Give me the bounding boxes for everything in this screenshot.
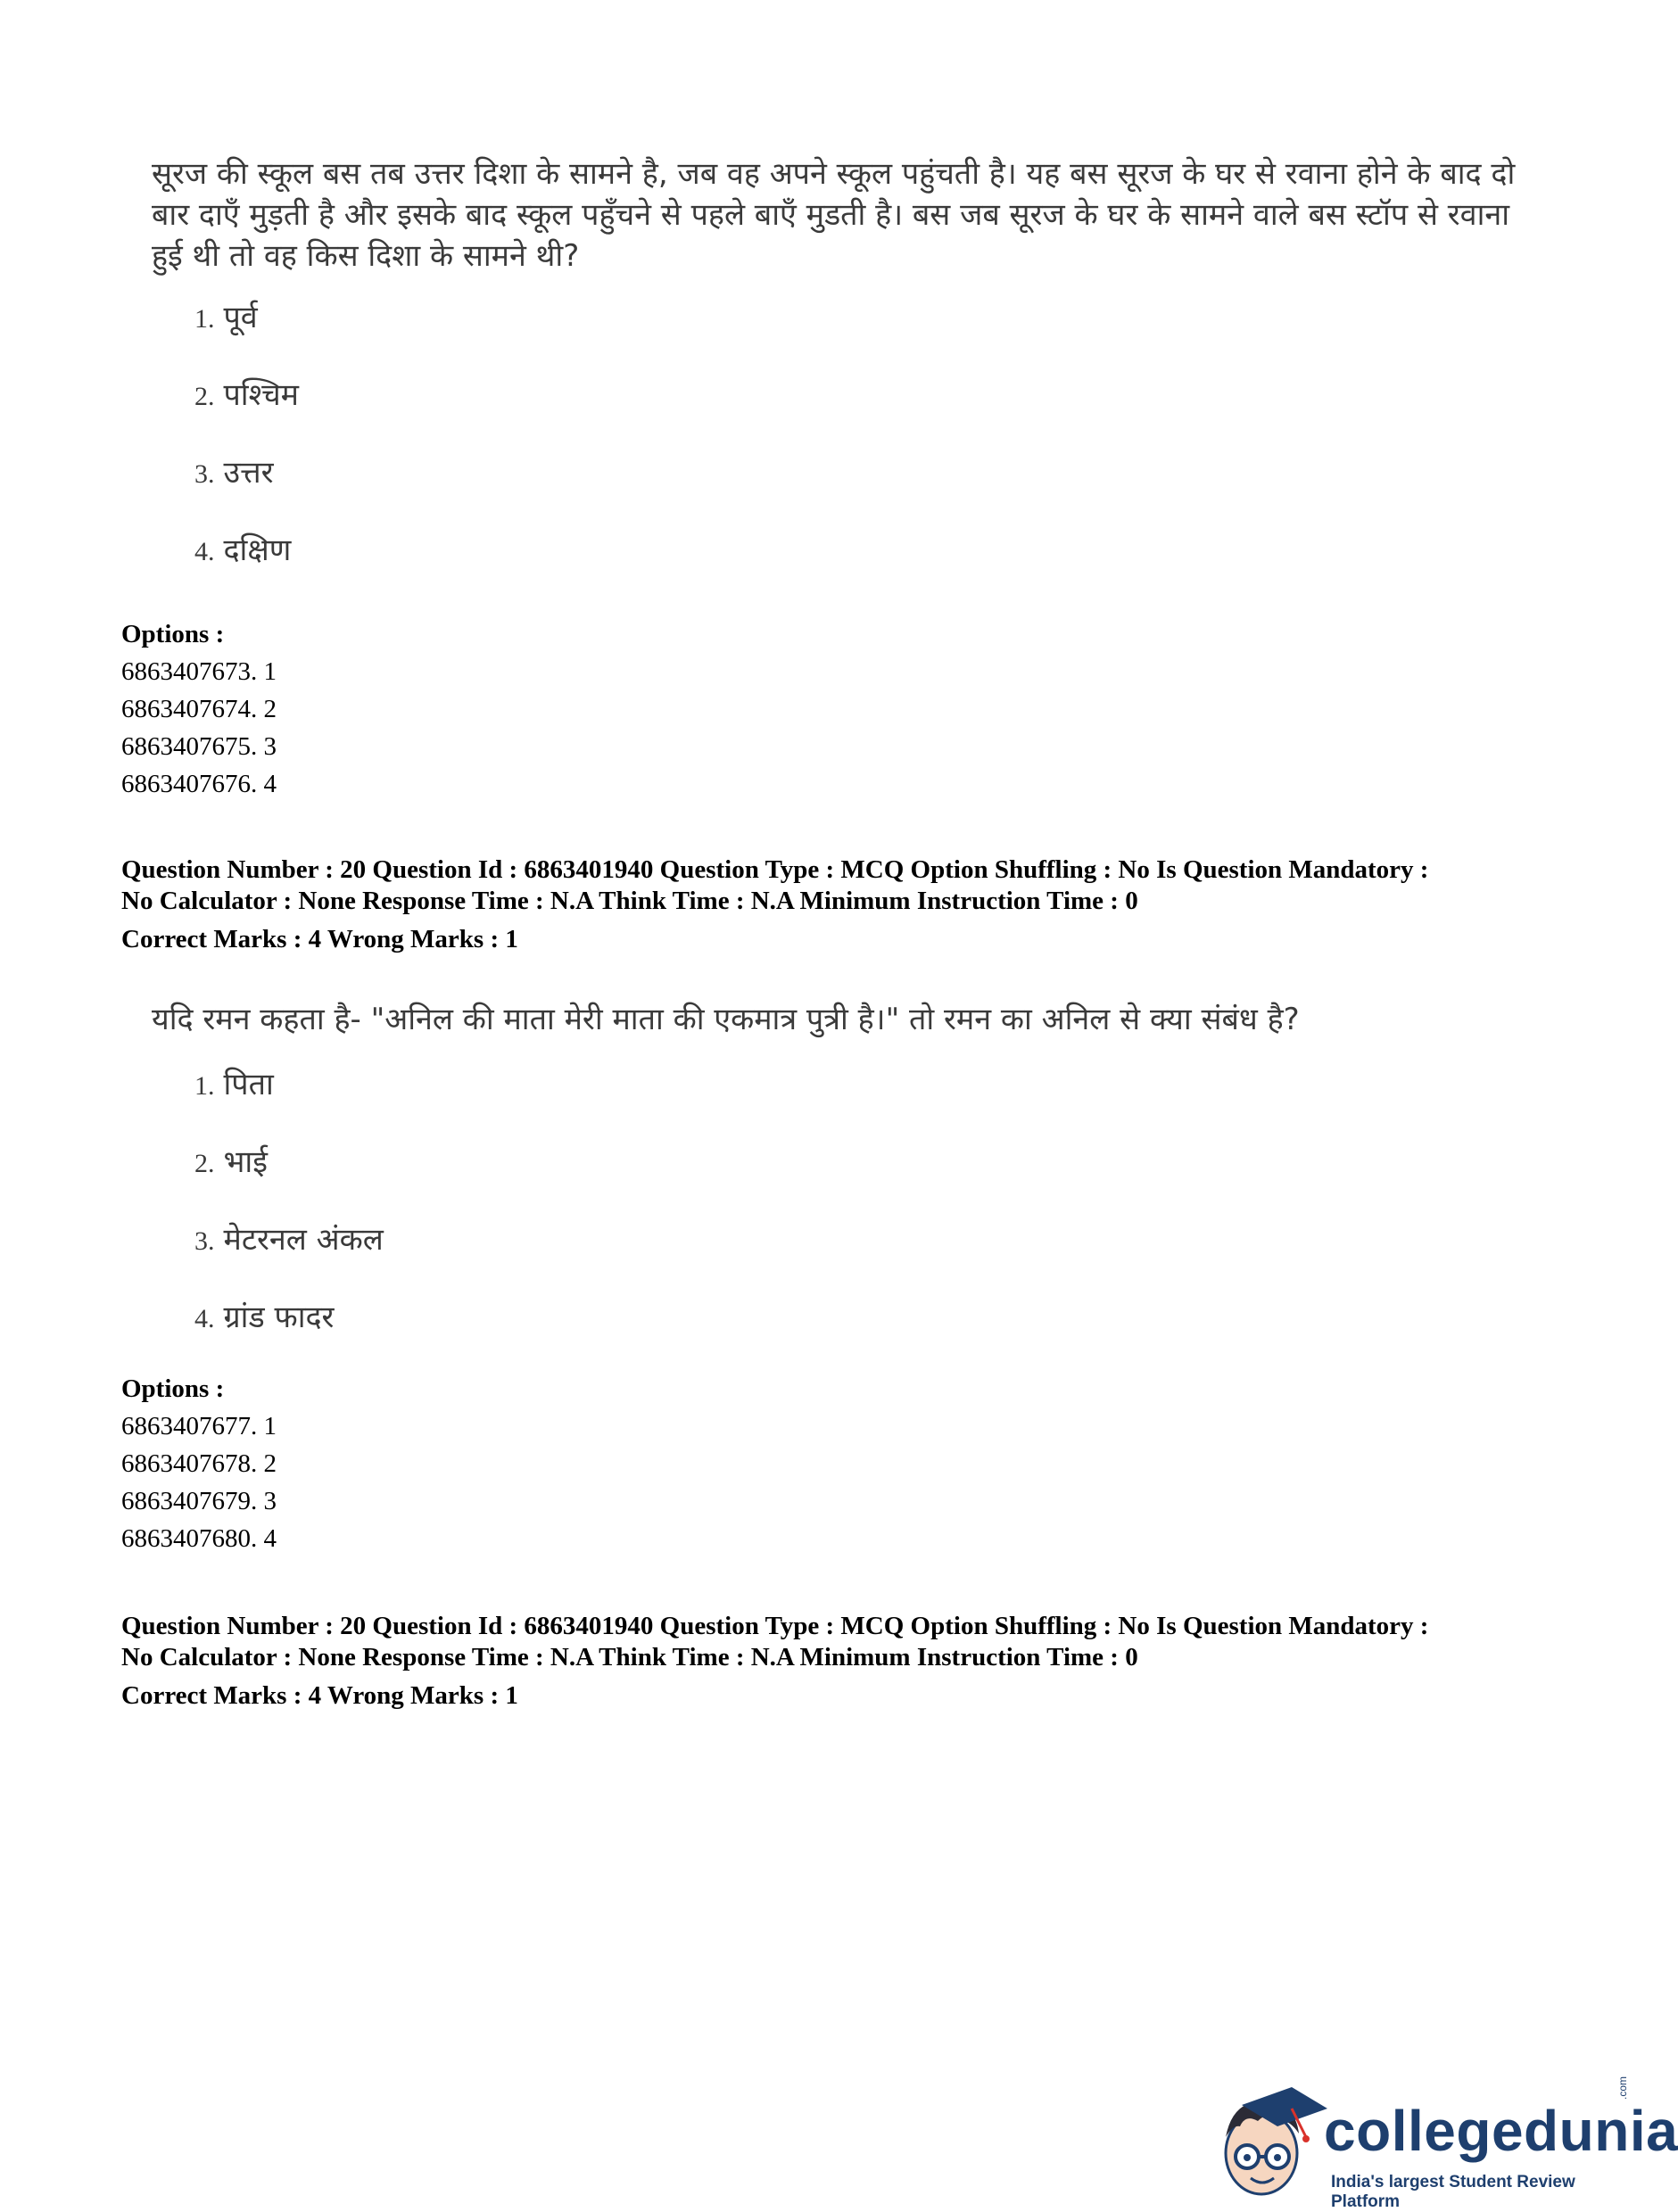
- choice-number: 3.: [194, 459, 215, 489]
- options-b: [121, 1370, 277, 1557]
- option-item: 6863407679. 3: [121, 1487, 277, 1515]
- question-a-choice-3: [194, 455, 1543, 492]
- question-meta-2: [121, 1611, 1549, 1712]
- question-b-choice-2: [194, 1144, 1543, 1182]
- option-item: 6863407673. 1: [121, 657, 277, 686]
- options-title: Options :: [121, 620, 225, 648]
- meta-line-2: No Calculator : None Response Time : N.A Think Time : N.A Minimum Instruction Time : 0: [121, 1643, 1138, 1671]
- choice-label: ग्रांड फादर: [223, 1300, 335, 1335]
- options-title: Options :: [121, 1374, 225, 1403]
- collegedunia-logo: [1206, 2076, 1678, 2211]
- choice-label: भाई: [223, 1144, 268, 1180]
- option-item: 6863407674. 2: [121, 695, 277, 723]
- choice-label: मेटरनल अंकल: [223, 1222, 384, 1258]
- mascot-icon: [1206, 2078, 1331, 2203]
- choice-number: 2.: [194, 382, 215, 411]
- choice-label: पूर्व: [223, 300, 258, 335]
- option-item: 6863407678. 2: [121, 1449, 277, 1478]
- question-a-choice-1: [194, 300, 1543, 337]
- option-item: 6863407680. 4: [121, 1524, 277, 1553]
- meta-line-2: No Calculator : None Response Time : N.A Think Time : N.A Minimum Instruction Time : 0: [121, 887, 1138, 915]
- question-b-choice-4: [194, 1300, 1543, 1337]
- choice-number: 4.: [194, 537, 215, 566]
- choice-label: पिता: [223, 1067, 274, 1102]
- choice-number: 3.: [194, 1226, 215, 1256]
- question-b-choice-3: [194, 1222, 1543, 1259]
- marks-line: Correct Marks : 4 Wrong Marks : 1: [121, 925, 518, 953]
- options-a: [121, 615, 277, 803]
- meta-line-1: Question Number : 20 Question Id : 6863401940 Question Type : MCQ Option Shuffling : No Is Question Mandatory :: [121, 1612, 1429, 1640]
- question-b-choice-1: [194, 1067, 1543, 1104]
- marks-line: Correct Marks : 4 Wrong Marks : 1: [121, 1681, 518, 1710]
- question-a-text: सूरज की स्कूल बस तब उत्तर दिशा के सामने है, जब वह अपने स्कूल पहुंचती है। यह बस सूरज के घर से रवाना होने के बाद दो बार दाएँ मुड़ती है और इसके बाद स्कूल पहुँचने से पहले बाएँ मुडती है। बस जब सूरज के घर के सामने वाले बस स्टॉप से रवाना हुई थी तो वह किस दिशा के सामने थी?: [152, 156, 1516, 274]
- option-item: 6863407675. 3: [121, 732, 277, 761]
- choice-label: पश्चिम: [223, 377, 299, 413]
- question-meta-1: [121, 854, 1549, 955]
- logo-wordmark: collegedunia: [1324, 2099, 1678, 2163]
- meta-line-1: Question Number : 20 Question Id : 6863401940 Question Type : MCQ Option Shuffling : No Is Question Mandatory :: [121, 855, 1429, 884]
- question-b: [152, 999, 1543, 1337]
- question-a-choice-2: [194, 377, 1543, 415]
- choice-label: दक्षिण: [223, 532, 292, 568]
- question-b-text: यदि रमन कहता है- "अनिल की माता मेरी माता की एकमात्र पुत्री है।" तो रमन का अनिल से क्या संबंध है?: [152, 1002, 1300, 1037]
- question-a: [152, 153, 1543, 570]
- option-item: 6863407676. 4: [121, 770, 277, 798]
- choice-number: 1.: [194, 304, 215, 334]
- option-item: 6863407677. 1: [121, 1412, 277, 1440]
- logo-tagline: India's largest Student Review Platform: [1331, 2173, 1575, 2211]
- choice-number: 1.: [194, 1071, 215, 1101]
- question-a-choice-4: [194, 532, 1543, 570]
- choice-number: 2.: [194, 1149, 215, 1178]
- choice-label: उत्तर: [223, 455, 274, 491]
- choice-number: 4.: [194, 1304, 215, 1333]
- logo-domain: .com: [1616, 2076, 1629, 2100]
